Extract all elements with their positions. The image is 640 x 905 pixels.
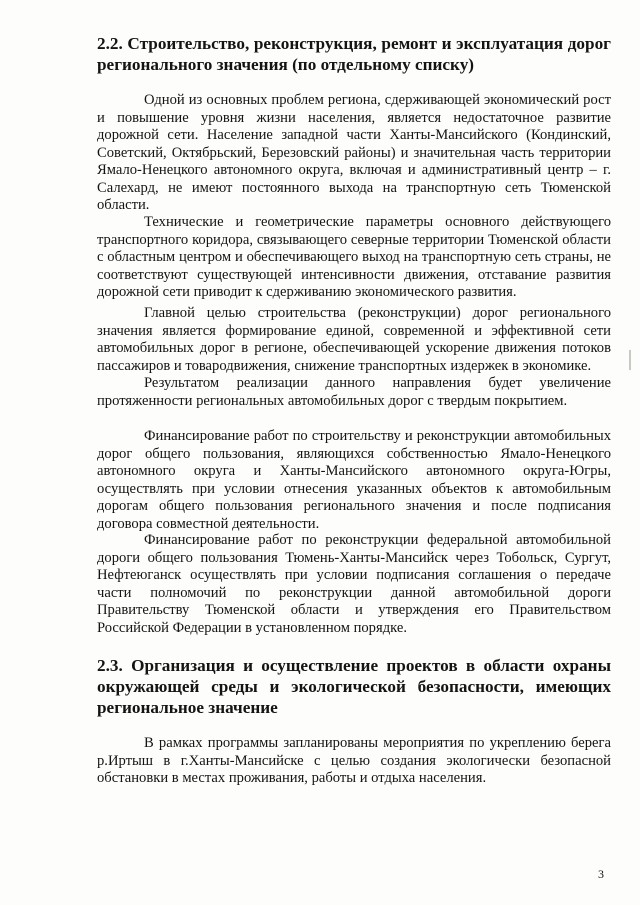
paragraph-transport-corridor: Технические и геометрические параметры основного действующего транспортного коридора, связывающего северные территории Тюменской области с областным центром и обеспечивающего выход на транспортную сеть страны, не соответствуют существующей интенсивности движения, отставание развития дорожной сети приводит к сдерживанию экономического развития. [97,214,611,300]
paragraph-financing-regional: Финансирование работ по строительству и реконструкции автомобильных дорог общего пользования, являющихся собственностью Ямало-Ненецкого автономного округа и Ханты-Мансийского автономного округа-Югры, осуществлять при условии отнесения указанных объектов к автомобильным дорогам общего пользования регионального значения и после подписания договора совместной деятельности. [97,428,611,532]
section-2-3-heading: 2.3. Организация и осуществление проектов в области охраны окружающей среды и экологической безопасности, имеющих региональное значение [97,656,611,717]
paragraph-road-problems: Одной из основных проблем региона, сдерживающей экономический рост и повышение уровня жизни населения, является недостаточное развитие дорожной сети. Население западной части Ханты-Мансийского (Кондинский, Советский, Октябрьский, Березовский районы) и значительная часть территории Ямало-Ненецкого автономного округа, включая и административный центр – г. Салехард, не имеют постоянного выхода на транспортную сеть Тюменской области. [97,92,611,213]
paragraph-main-goal: Главной целью строительства (реконструкции) дорог регионального значения является формирование единой, современной и эффективной сети автомобильных дорог в регионе, обеспечивающей ускорение движения потоков пассажиров и товародвижения, снижение транспортных издержек в экономике. [97,305,611,374]
scan-artifact-mark [629,350,631,370]
paragraph-financing-federal: Финансирование работ по реконструкции федеральной автомобильной дороги общего пользования Тюмень-Ханты-Мансийск через Тобольск, Сургут, Нефтеюганск осуществлять при условии подписания соглашения о передаче части полномочий по реконструкции данной автомобильной дороги Правительству Тюменской области и утверждения его Правительством Российской Федерации в установленном порядке. [97,532,611,636]
section-2-2-heading: 2.2. Строительство, реконструкция, ремонт и эксплуатация дорог регионального значения (по отдельному списку) [97,34,611,74]
paragraph-result: Результатом реализации данного направления будет увеличение протяженности региональных автомобильных дорог с твердым покрытием. [97,375,611,409]
page-number: 3 [598,867,604,881]
paragraph-irtysh-bank: В рамках программы запланированы мероприятия по укреплению берега р.Иртыш в г.Ханты-Мансийске с целью создания экологически безопасной обстановки в местах проживания, работы и отдыха населения. [97,735,611,786]
